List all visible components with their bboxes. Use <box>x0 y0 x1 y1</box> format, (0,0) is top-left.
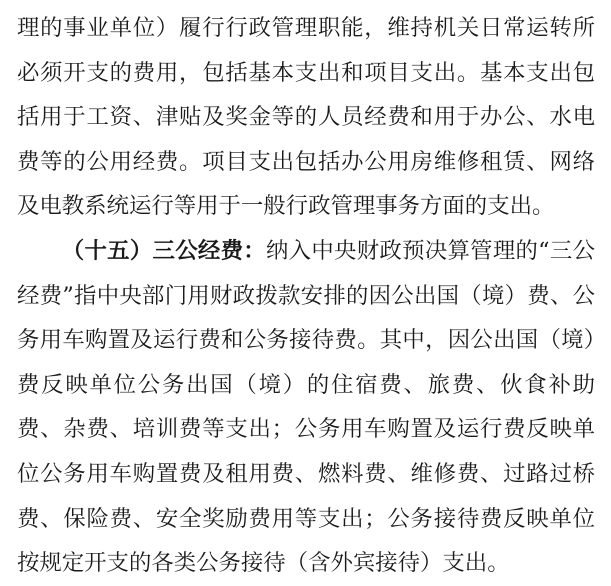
paragraph-text: 理的事业单位）履行行政管理职能，维持机关日常运转所必须开支的费用，包括基本支出和项目支出。基本支出包括用于工资、津贴及奖金等的人员经费和用于办公、水电费等的公用经费。项目支出包括办公用房维修租赁、网络及电教系统运行等用于一般行政管理事务方面的支出。 <box>17 15 595 220</box>
section-heading-fifteen: （十五）三公经费： <box>61 237 266 264</box>
paragraph-three-public-expenses <box>17 229 595 586</box>
paragraph-admin-expenses <box>17 6 595 229</box>
paragraph-text: 纳入中央财政预决算管理的“三公经费”指中央部门用财政拨款安排的因公出国（境）费、公务用车购置及运行费和公务接待费。其中，因公出国（境）费反映单位公务出国（境）的住宿费、旅费、伙食补助费、杂费、培训费等支出；公务用车购置及运行费反映单位公务用车购置费及租用费、燃料费、维修费、过路过桥费、保险费、安全奖励费用等支出；公务接待费反映单位按规定开支的各类公务接待（含外宾接待）支出。 <box>17 237 596 577</box>
